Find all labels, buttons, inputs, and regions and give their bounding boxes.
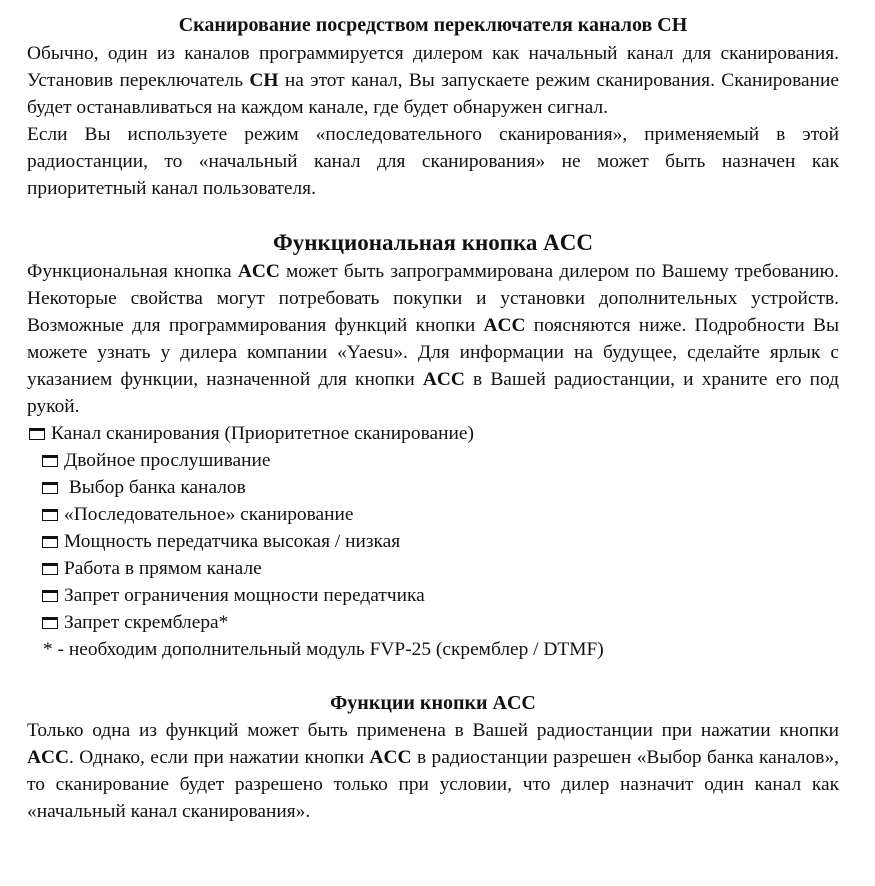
paragraph: Только одна из функций может быть применена в Вашей радиостанции при нажатии кнопки ACC. Однако, если при нажатии кнопки ACC в радиостанции разрешен «Выбор банка каналов», то сканирование будет разрешено только при условии, что дилер назначит один канал как «начальный канал сканирования». bbox=[27, 720, 839, 822]
list-item bbox=[27, 447, 839, 474]
document-page bbox=[27, 10, 839, 825]
checkbox-icon bbox=[42, 617, 58, 629]
list-item bbox=[27, 501, 839, 528]
checkbox-icon bbox=[42, 482, 58, 494]
checkbox-icon bbox=[42, 509, 58, 521]
bold-term: ACC bbox=[27, 747, 70, 768]
checkbox-icon bbox=[42, 590, 58, 602]
checkbox-icon bbox=[29, 428, 45, 440]
list-item-label: Мощность передатчика высокая / низкая bbox=[64, 531, 401, 552]
checkbox-icon bbox=[42, 455, 58, 467]
bold-term: ACC bbox=[369, 747, 412, 768]
list-item-label: Двойное прослушивание bbox=[64, 450, 271, 471]
list-item-label: Работа в прямом канале bbox=[64, 558, 262, 579]
footnote: * - необходим дополнительный модуль FVP-25 (скремблер / DTMF) bbox=[43, 639, 604, 660]
bold-term: ACC bbox=[237, 261, 280, 282]
paragraph: Функциональная кнопка ACC может быть запрограммирована дилером по Вашему требованию. Некоторые свойства могут потребовать покупки и установки дополнительных устройств. Возможные для программирования функций кнопки ACC поясняются ниже. Подробности Вы можете узнать у дилера компании «Yaesu». Для информации на будущее, сделайте ярлык с указанием функции, назначенной для кнопки ACC в Вашей радиостанции, и храните его под рукой. bbox=[27, 261, 840, 417]
bold-term: ACC bbox=[483, 315, 526, 336]
list-item bbox=[27, 528, 839, 555]
list-item bbox=[27, 420, 839, 447]
list-item-label: Запрет скремблера* bbox=[64, 612, 229, 633]
list-item bbox=[27, 582, 839, 609]
list-item-label: Запрет ограничения мощности передатчика bbox=[64, 585, 425, 606]
list-item bbox=[27, 474, 839, 501]
checkbox-icon bbox=[42, 536, 58, 548]
section-ch-scan bbox=[27, 10, 839, 202]
list-item-label: «Последовательное» сканирование bbox=[64, 504, 354, 525]
section-acc-button bbox=[27, 228, 839, 663]
section-heading: Сканирование посредством переключателя каналов CH bbox=[178, 14, 688, 36]
section-heading: Функции кнопки ACC bbox=[330, 692, 536, 714]
section-heading: Функциональная кнопка ACC bbox=[273, 230, 593, 255]
paragraph: Если Вы используете режим «последовательного сканирования», применяемый в этой радиостанции, то «начальный канал для сканирования» не может быть назначен как приоритетный канал пользователя. bbox=[27, 124, 839, 199]
acc-function-list bbox=[27, 420, 839, 636]
paragraph: Обычно, один из каналов программируется дилером как начальный канал для сканирования. Установив переключатель CH на этот канал, Вы запускаете режим сканирования. Сканирование будет останавливаться на каждом канале, где будет обнаружен сигнал. bbox=[27, 43, 839, 118]
list-item-label: Канал сканирования (Приоритетное сканирование) bbox=[51, 423, 474, 444]
list-item-label: Выбор банка каналов bbox=[64, 477, 246, 498]
bold-term: CH bbox=[249, 70, 279, 91]
section-acc-functions bbox=[27, 689, 839, 825]
list-item bbox=[27, 555, 839, 582]
list-item bbox=[27, 609, 839, 636]
checkbox-icon bbox=[42, 563, 58, 575]
bold-term: ACC bbox=[422, 369, 465, 390]
